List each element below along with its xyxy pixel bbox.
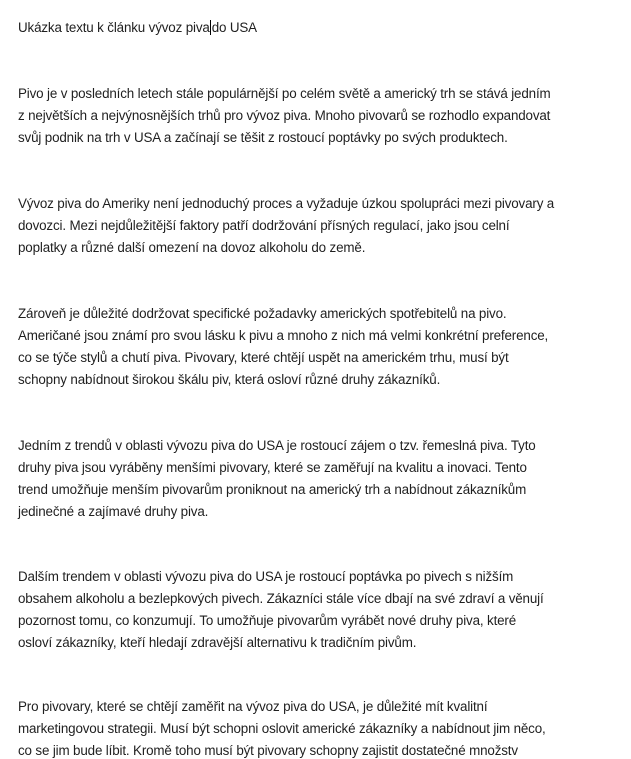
paragraph-line: co se týče stylů a chutí piva. Pivovary, které chtějí uspět na americkém trhu, musí být (18, 350, 509, 365)
paragraph-line: svůj podnik na trh v USA a začínají se těšit z rostoucí poptávky po svých produktech. (18, 130, 508, 145)
paragraph-line: z největších a nejvýnosnějších trhů pro vývoz piva. Mnoho pivovarů se rozhodlo expandovat (18, 108, 551, 123)
paragraph-2[interactable] (18, 193, 618, 259)
title-text-before-caret: Ukázka textu k článku vývoz piva (18, 20, 210, 35)
paragraph-line: dovozci. Mezi nejdůležitější faktory patří dodržování přísných regulací, jako jsou celní (18, 218, 510, 233)
paragraph-line: jedinečné a zajímavé druhy piva. (18, 504, 209, 519)
paragraph-line: co se jim bude líbit. Kromě toho musí být pivovary schopny zajistit dostatečné množstv (18, 743, 518, 758)
paragraph-6[interactable] (18, 696, 618, 759)
paragraph-line: obsahem alkoholu a bezlepkových pivech. Zákazníci stále více dbají na své zdraví a věnují (18, 591, 544, 606)
paragraph-5[interactable] (18, 566, 618, 654)
title-text-after-caret: do USA (211, 20, 257, 35)
paragraph-3[interactable] (18, 303, 618, 391)
paragraph-line: trend umožňuje menším pivovarům proniknout na americký trh a nabídnout zákazníkům (18, 482, 527, 497)
paragraph-1[interactable] (18, 83, 618, 149)
paragraph-line: Zároveň je důležité dodržovat specifické požadavky amerických spotřebitelů na pivo. (18, 306, 507, 321)
paragraph-line: Vývoz piva do Ameriky není jednoduchý proces a vyžaduje úzkou spolupráci mezi pivovary a (18, 196, 555, 211)
paragraph-line: Pro pivovary, které se chtějí zaměřit na vývoz piva do USA, je důležité mít kvalitní (18, 699, 488, 714)
paragraph-line: Pivo je v posledních letech stále populárnější po celém světě a americký trh se stává jedním (18, 86, 551, 101)
paragraph-line: marketingovou strategii. Musí být schopni oslovit americké zákazníky a nabídnout jim něco, (18, 721, 546, 736)
paragraph-line: Jedním z trendů v oblasti vývozu piva do USA je rostoucí zájem o tzv. řemeslná piva. Tyto (18, 438, 536, 453)
document-body[interactable] (18, 17, 618, 758)
paragraph-line: schopny nabídnout širokou škálu piv, která osloví různé druhy zákazníků. (18, 372, 441, 387)
paragraph-line: poplatky a různé další omezení na dovoz alkoholu do země. (18, 240, 366, 255)
paragraph-line: osloví zákazníky, kteří hledají zdravější alternativu k tradičním pivům. (18, 635, 417, 650)
paragraph-line: Dalším trendem v oblasti vývozu piva do USA je rostoucí poptávka po pivech s nižším (18, 569, 514, 584)
paragraph-line: pozornost tomu, co konzumují. To umožňuje pivovarům vyrábět nové druhy piva, které (18, 613, 517, 628)
paragraph-line: Američané jsou známí pro svou lásku k pivu a mnoho z nich má velmi konkrétní preference, (18, 328, 549, 343)
document-title[interactable] (18, 17, 618, 39)
paragraph-4[interactable] (18, 435, 618, 523)
paragraph-line: druhy piva jsou vyráběny menšími pivovary, které se zaměřují na kvalitu a inovaci. Tento (18, 460, 527, 475)
